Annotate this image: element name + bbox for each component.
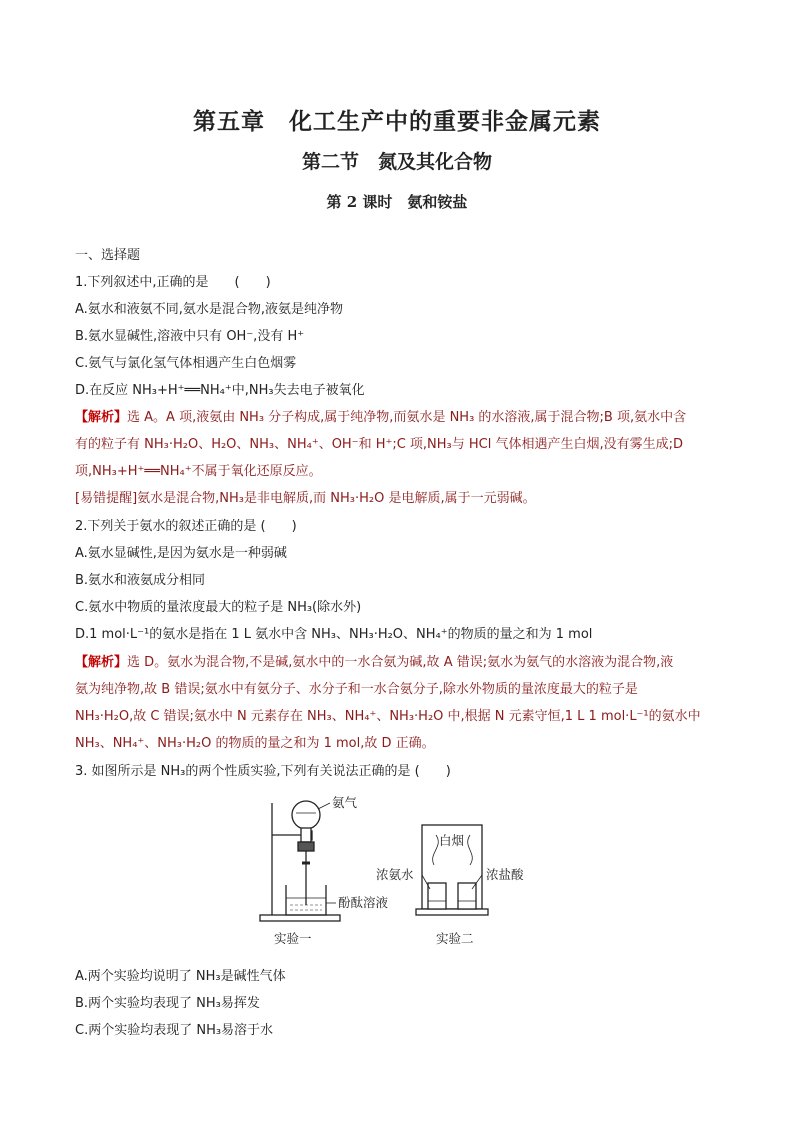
- lesson-title: 第 2 课时 氨和铵盐: [326, 193, 468, 211]
- experiment-one-apparatus: [260, 801, 340, 921]
- q2-option-d: D.1 mol·L⁻¹的氨水是指在 1 L 氨水中含 NH₃、NH₃·H₂O、NH₄⁺的物质的量之和为 1 mol: [75, 627, 593, 642]
- q2-option-c: C.氨水中物质的量浓度最大的粒子是 NH₃(除水外): [75, 600, 362, 615]
- q1-option-a: A.氨水和液氨不同,氨水是混合物,液氨是纯净物: [75, 302, 344, 317]
- caption-experiment-one: 实验一: [274, 931, 312, 946]
- q3-option-c: C.两个实验均表现了 NH₃易溶于水: [75, 1023, 274, 1038]
- q3-stem: 3. 如图所示是 NH₃的两个性质实验,下列有关说法正确的是 ( ): [75, 764, 451, 779]
- q2-analysis-line-3: NH₃·H₂O,故 C 错误;氨水中 N 元素存在 NH₃、NH₄⁺、NH₃·H₂O 中,根据 N 元素守恒,1 L 1 mol·L⁻¹的氨水中: [75, 709, 701, 724]
- q1-analysis-line-2: 有的粒子有 NH₃·H₂O、H₂O、NH₃、NH₄⁺、OH⁻和 H⁺;C 项,NH₃与 HCl 气体相遇产生白烟,没有雾生成;D: [75, 437, 684, 452]
- label-ammonia: 氨气: [332, 795, 358, 810]
- label-concentrated-ammonia: 浓氨水: [376, 867, 414, 882]
- label-white-smoke: 白烟: [439, 833, 465, 848]
- q1-option-c: C.氨气与氯化氢气体相遇产生白色烟雾: [75, 356, 297, 371]
- caption-experiment-two: 实验二: [436, 931, 474, 946]
- q1-analysis-text-1: 选 A。A 项,液氨由 NH₃ 分子构成,属于纯净物,而氨水是 NH₃ 的水溶液,属于混合物;B 项,氨水中含: [127, 410, 687, 425]
- q3-option-b: B.两个实验均表现了 NH₃易挥发: [75, 996, 260, 1011]
- q2-option-b: B.氨水和液氨成分相同: [75, 573, 206, 588]
- q1-analysis-line-1: [75, 409, 725, 427]
- q2-stem: 2.下列关于氨水的叙述正确的是 ( ): [75, 519, 297, 534]
- label-phenolphthalein: 酚酞溶液: [338, 895, 389, 910]
- q1-analysis-line-3: 项,NH₃+H⁺══NH₄⁺不属于氧化还原反应。: [75, 464, 322, 479]
- q3-option-a: A.两个实验均说明了 NH₃是碱性气体: [75, 969, 286, 984]
- q2-analysis-text-1: 选 D。氨水为混合物,不是碱,氨水中的一水合氨为碱,故 A 错误;氨水为氨气的水溶液为混合物,液: [127, 655, 674, 670]
- q2-analysis-line-2: 氨为纯净物,故 B 错误;氨水中有氨分子、水分子和一水合氨分子,除水外物质的量浓度最大的粒子是: [75, 682, 638, 697]
- label-concentrated-hcl: 浓盐酸: [486, 867, 524, 882]
- part-title: 一、选择题: [75, 248, 141, 263]
- q2-analysis-line-1: [75, 654, 725, 672]
- q1-option-b: B.氨水显碱性,溶液中只有 OH⁻,没有 H⁺: [75, 329, 305, 344]
- experiment-figure: [250, 795, 550, 960]
- section-title: 第二节 氮及其化合物: [301, 151, 492, 173]
- chapter-title: 第五章 化工生产中的重要非金属元素: [193, 108, 601, 135]
- analysis-tag: 【解析】: [75, 655, 128, 670]
- q1-option-d: D.在反应 NH₃+H⁺══NH₄⁺中,NH₃失去电子被氧化: [75, 383, 365, 398]
- q1-warning: [易错提醒]氨水是混合物,NH₃是非电解质,而 NH₃·H₂O 是电解质,属于一元弱碱。: [75, 491, 536, 506]
- q1-stem: 1.下列叙述中,正确的是 ( ): [75, 275, 271, 290]
- q2-option-a: A.氨水显碱性,是因为氨水是一种弱碱: [75, 546, 287, 561]
- analysis-tag: 【解析】: [75, 410, 128, 425]
- q2-analysis-line-4: NH₃、NH₄⁺、NH₃·H₂O 的物质的量之和为 1 mol,故 D 正确。: [75, 736, 435, 751]
